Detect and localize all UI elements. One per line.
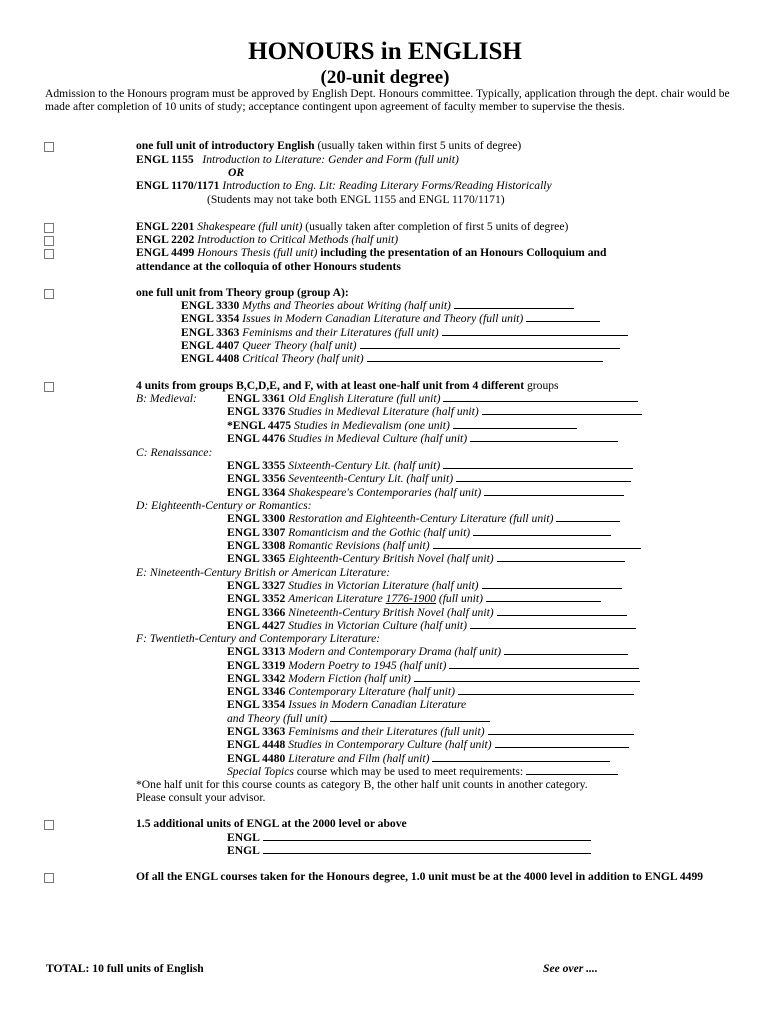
group-d-course: ENGL 3307 Romanticism and the Gothic (half unit) — [227, 526, 611, 539]
additional-engl-row: ENGL — [227, 831, 591, 844]
theory-heading: one full unit from Theory group (group A): — [136, 286, 349, 299]
fill-in-blank[interactable] — [453, 419, 577, 429]
fill-in-blank[interactable] — [263, 844, 591, 854]
fill-in-blank[interactable] — [449, 659, 639, 669]
fill-in-blank[interactable] — [456, 472, 631, 482]
group-b-course: ENGL 3376 Studies in Medieval Literature (half unit) — [227, 405, 642, 418]
group-c-course: ENGL 3355 Sixteenth-Century Lit. (half unit) — [227, 459, 633, 472]
fill-in-blank[interactable] — [442, 326, 628, 336]
theory-course: ENGL 4408 Critical Theory (half unit) — [181, 352, 603, 365]
checkbox-additional-units[interactable] — [44, 820, 54, 830]
theory-course: ENGL 3363 Feminisms and their Literatures (full unit) — [181, 326, 628, 339]
group-b-label: B: Medieval: — [136, 392, 197, 405]
fill-in-blank[interactable] — [443, 459, 633, 469]
course-engl-2202: ENGL 2202 Introduction to Critical Methods (half unit) — [136, 233, 399, 246]
total-units: TOTAL: 10 full units of English — [46, 962, 204, 975]
fill-in-blank[interactable] — [470, 619, 636, 629]
page-title: HONOURS in ENGLISH — [248, 38, 522, 65]
group-e-course: ENGL 4427 Studies in Victorian Culture (half unit) — [227, 619, 636, 632]
theory-course: ENGL 3354 Issues in Modern Canadian Literature and Theory (full unit) — [181, 312, 600, 325]
group-b-course: ENGL 3361 Old English Literature (full unit) — [227, 392, 638, 405]
fill-in-blank[interactable] — [458, 685, 634, 695]
additional-engl-row: ENGL — [227, 844, 591, 857]
checkbox-intro-english[interactable] — [44, 142, 54, 152]
fill-in-blank[interactable] — [497, 606, 627, 616]
group-f-label: F: Twentieth-Century and Contemporary Literature: — [136, 632, 381, 645]
checkbox-theory-group[interactable] — [44, 289, 54, 299]
group-f-course: ENGL 3363 Feminisms and their Literatures (full unit) — [227, 725, 634, 738]
fill-in-blank[interactable] — [488, 725, 634, 735]
group-f-course: ENGL 3313 Modern and Contemporary Drama (half unit) — [227, 645, 628, 658]
see-over-link[interactable]: See over .... — [543, 962, 598, 975]
groups-note-advisor: Please consult your advisor. — [136, 791, 266, 804]
admission-paragraph: Admission to the Honours program must be approved by English Dept. Honours committee. Typically, application through the dept. chair would be made after completion of 10 units of study; acceptance contingent upon agreement of faculty member to supervise the thesis. — [45, 87, 730, 114]
group-e-course: ENGL 3366 Nineteenth-Century British Novel (half unit) — [227, 606, 627, 619]
group-d-course: ENGL 3300 Restoration and Eighteenth-Century Literature (full unit) — [227, 512, 620, 525]
group-c-course: ENGL 3364 Shakespeare's Contemporaries (half unit) — [227, 486, 624, 499]
fill-in-blank[interactable] — [556, 512, 620, 522]
fill-in-blank[interactable] — [473, 526, 611, 536]
fill-in-blank[interactable] — [367, 352, 603, 362]
group-f-course: ENGL 3354 Issues in Modern Canadian Literature — [227, 698, 467, 711]
group-e-label: E: Nineteenth-Century British or American Literature: — [136, 566, 391, 579]
group-d-label: D: Eighteenth-Century or Romantics: — [136, 499, 312, 512]
group-b-course: ENGL 4476 Studies in Medieval Culture (half unit) — [227, 432, 618, 445]
fill-in-blank[interactable] — [443, 392, 638, 402]
course-engl-2201: ENGL 2201 Shakespeare (full unit) (usually taken after completion of first 5 units of degree) — [136, 220, 569, 233]
groups-note: *One half unit for this course counts as category B, the other half unit counts in another category. — [136, 778, 588, 791]
fill-in-blank[interactable] — [414, 672, 640, 682]
fill-in-blank[interactable] — [263, 831, 591, 841]
group-c-course: ENGL 3356 Seventeenth-Century Lit. (half unit) — [227, 472, 631, 485]
intro-english-heading: one full unit of introductory English (usually taken within first 5 units of degree) — [136, 139, 522, 152]
group-f-course: ENGL 4480 Literature and Film (half unit) — [227, 752, 610, 765]
group-b-course: *ENGL 4475 Studies in Medievalism (one unit) — [227, 419, 577, 432]
group-f-course: ENGL 4448 Studies in Contemporary Culture (half unit) — [227, 738, 629, 751]
fill-in-blank[interactable] — [495, 738, 629, 748]
fill-in-blank[interactable] — [454, 299, 574, 309]
group-f-course: ENGL 3342 Modern Fiction (half unit) — [227, 672, 640, 685]
group-e-course: ENGL 3327 Studies in Victorian Literature (half unit) — [227, 579, 622, 592]
group-c-label: C: Renaissance: — [136, 446, 213, 459]
fill-in-blank[interactable] — [526, 765, 618, 775]
fill-in-blank[interactable] — [484, 486, 624, 496]
page-subtitle: (20-unit degree) — [320, 67, 450, 88]
checkbox-engl-2202[interactable] — [44, 236, 54, 246]
intro-english-note: (Students may not take both ENGL 1155 and ENGL 1170/1171) — [207, 193, 505, 206]
theory-course: ENGL 3330 Myths and Theories about Writing (half unit) — [181, 299, 574, 312]
checkbox-engl-4499[interactable] — [44, 249, 54, 259]
fill-in-blank[interactable] — [482, 405, 642, 415]
groups-heading: 4 units from groups B,C,D,E, and F, with at least one-half unit from 4 different groups — [136, 379, 559, 392]
fill-in-blank[interactable] — [526, 312, 600, 322]
fill-in-blank[interactable] — [330, 712, 490, 722]
fill-in-blank[interactable] — [433, 539, 641, 549]
or-label: OR — [228, 166, 245, 179]
fill-in-blank[interactable] — [470, 432, 618, 442]
group-d-course: ENGL 3365 Eighteenth-Century British Novel (half unit) — [227, 552, 625, 565]
checkbox-4000-level[interactable] — [44, 873, 54, 883]
fill-in-blank[interactable] — [497, 552, 625, 562]
checkbox-groups-bcdef[interactable] — [44, 382, 54, 392]
theory-course: ENGL 4407 Queer Theory (half unit) — [181, 339, 620, 352]
group-d-course: ENGL 3308 Romantic Revisions (half unit) — [227, 539, 641, 552]
fill-in-blank[interactable] — [504, 645, 628, 655]
course-engl-4499: ENGL 4499 Honours Thesis (full unit) including the presentation of an Honours Colloquium and — [136, 246, 607, 259]
fill-in-blank[interactable] — [432, 752, 610, 762]
course-engl-4499-cont: attendance at the colloquia of other Honours students — [136, 260, 401, 273]
level-4000-requirement: Of all the ENGL courses taken for the Honours degree, 1.0 unit must be at the 4000 level in addition to ENGL 4499 — [136, 870, 704, 883]
group-f-course: ENGL 3346 Contemporary Literature (half unit) — [227, 685, 634, 698]
fill-in-blank[interactable] — [486, 592, 601, 602]
special-topics-line: Special Topics course which may be used to meet requirements: — [227, 765, 618, 778]
fill-in-blank[interactable] — [482, 579, 622, 589]
course-engl-1170: ENGL 1170/1171 Introduction to Eng. Lit: Reading Literary Forms/Reading Historically — [136, 179, 552, 192]
checkbox-engl-2201[interactable] — [44, 223, 54, 233]
group-e-course: ENGL 3352 American Literature 1776-1900 (full unit) — [227, 592, 601, 605]
group-f-course-cont: and Theory (full unit) — [227, 712, 490, 725]
course-engl-1155: ENGL 1155 Introduction to Literature: Gender and Form (full unit) — [136, 153, 459, 166]
group-f-course: ENGL 3319 Modern Poetry to 1945 (half unit) — [227, 659, 639, 672]
additional-heading: 1.5 additional units of ENGL at the 2000 level or above — [136, 817, 407, 830]
fill-in-blank[interactable] — [360, 339, 620, 349]
